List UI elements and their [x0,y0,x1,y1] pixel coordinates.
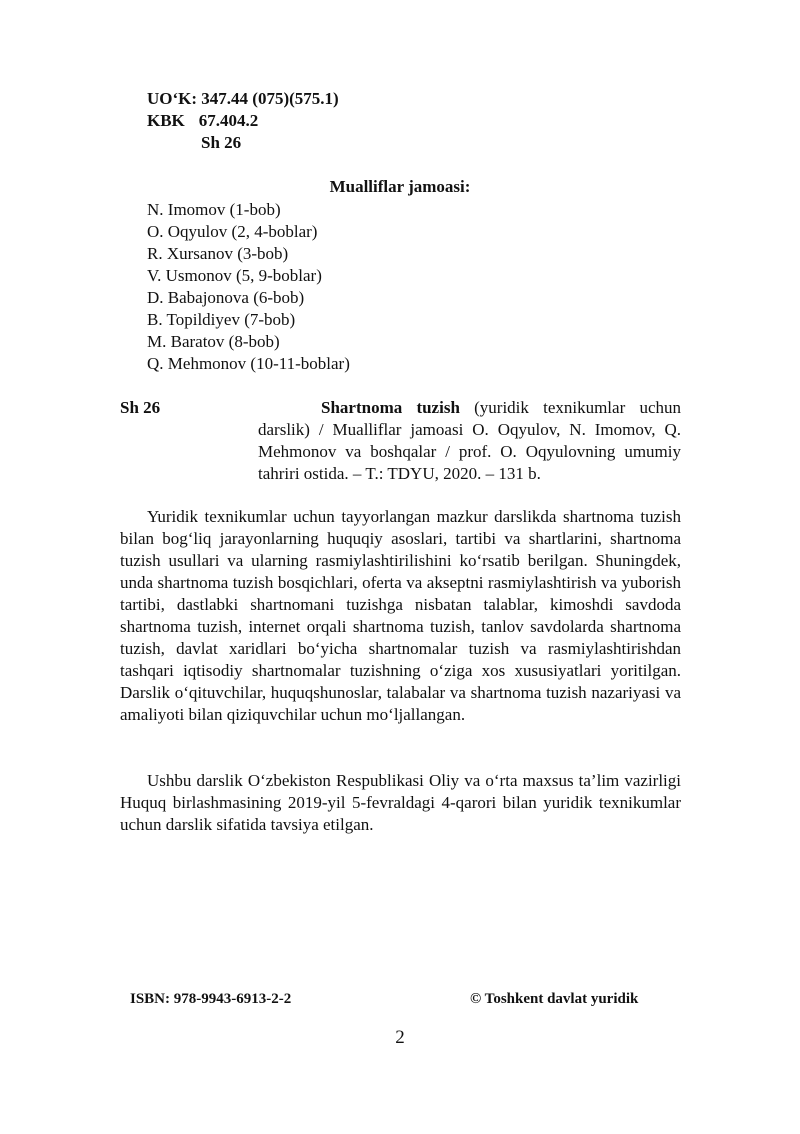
author-item: R. Xursanov (3-bob) [147,244,289,263]
copyright: © Toshkent davlat yuridik [470,991,639,1007]
author-item: V. Usmonov (5, 9-boblar) [147,266,322,285]
authors-list [147,199,350,375]
bibliographic-code: Sh 26 [120,398,161,417]
authors-heading: Mualliflar jamoasi: [329,177,471,196]
author-item: Q. Mehmonov (10-11-boblar) [147,354,350,373]
kbk-label: KBK [147,111,185,130]
bibliographic-record [258,397,681,485]
author-item: N. Imomov (1-bob) [147,200,281,219]
author-item: D. Babajonova (6-bob) [147,288,305,307]
author-sign-code: Sh 26 [201,133,242,152]
uok-code: UO‘K: 347.44 (075)(575.1) [147,89,339,108]
author-item: M. Baratov (8-bob) [147,332,280,351]
kbk-code [147,110,258,132]
author-item: B. Topildiyev (7-bob) [147,310,296,329]
author-item: O. Oqyulov (2, 4-boblar) [147,222,318,241]
kbk-value: 67.404.2 [198,111,259,130]
book-title: Shartnoma tuzish [321,398,460,417]
bibliographic-details: (yuridik texnikumlar uchun darslik) / Mualliflar jamoasi O. Oqyulov, N. Imomov, Q. Mehmonov va boshqalar / prof. O. Oqyulovning umumiy tahriri ostida. – T.: TDYU, 2020. – 131 b. [258,398,681,483]
isbn: ISBN: 978-9943-6913-2-2 [130,991,292,1007]
abstract-paragraph: Yuridik texnikumlar uchun tayyorlangan mazkur darslikda shartnoma tuzish bilan bog‘liq jarayonlarning huquqiy asoslari, tartibi va shartlarini, shartnoma tuzish usullari va ularning rasmiylashtirilishini ko‘rsatib berilgan. Shuningdek, unda shartnoma tuzish bosqichlari, oferta va akseptni rasmiylashtirish va yuborish tartibi, dastlabki shartnomani tuzishga nisbatan talablar, kimoshdi savdoda shartnoma tuzish, internet orqali shartnoma tuzish, tanlov savdolarda shartnoma tuzish, davlat xaridlari bo‘yicha shartnomalar tuzish va rasmiylashtirishdan tashqari iqtisodiy shartnomalar tuzishning o‘ziga xos xususiyatlari yoritilgan. Darslik o‘qituvchilar, huquqshunoslar, talabalar va shartnoma tuzish nazariyasi va amaliyoti bilan qiziquvchilar uchun mo‘ljallangan. [120,507,681,724]
approval-paragraph: Ushbu darslik O‘zbekiston Respublikasi Oliy va o‘rta maxsus ta’lim vazirligi Huquq birlashmasining 2019-yil 5-fevraldagi 4-qarori bilan yuridik texnikumlar uchun darslik sifatida tavsiya etilgan. [120,771,681,834]
page-number: 2 [395,1027,405,1048]
